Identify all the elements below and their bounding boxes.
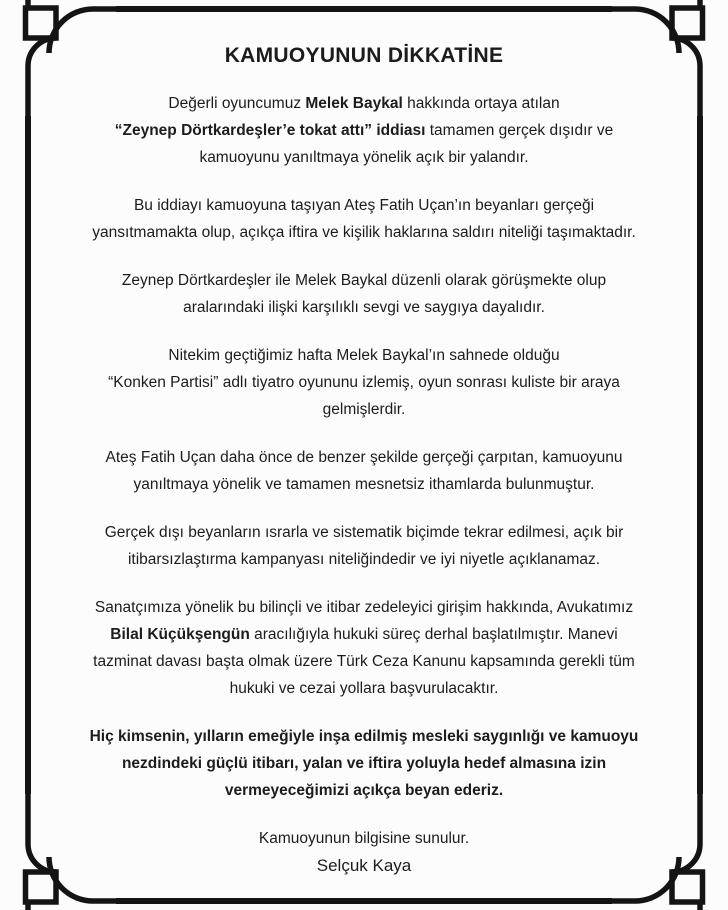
document-title: KAMUOYUNUN DİKKATİNE: [224, 44, 504, 67]
statement-paragraph-5: Ateş Fatih Uçan daha önce de benzer şekilde gerçeği çarpıtan, kamuoyunu yanıltmaya yönelik ve tamamen mesnetsiz ithamlarda bulunmuştur.: [105, 449, 623, 493]
frame-edge-bottom: [116, 898, 612, 904]
closing-block: [40, 825, 688, 880]
statement-paragraph-7: Sanatçımıza yönelik bu bilinçli ve itibar zedeleyici girişim hakkında, Avukatımız Bilal Küçükşengün aracılığıyla hukuki süreç derhal başlatılmıştır. Manevi tazminat davası başta olmak üzere Türk Ceza Kanunu kapsamında gerekli tüm hukuki ve cezai yollara başvurulacaktır.: [93, 599, 635, 697]
frame-edge-left: [25, 116, 31, 794]
closing-line: Kamuoyunun bilgisine sunulur.: [258, 830, 470, 847]
statement-paragraph-3: Zeynep Dörtkardeşler ile Melek Baykal düzenli olarak görüşmekte olup aralarındaki ilişki karşılıklı sevgi ve saygıya dayalıdır.: [121, 272, 607, 316]
statement-paragraph-8: Hiç kimsenin, yılların emeğiyle inşa edilmiş mesleki saygınlığı ve kamuoyu nezdindeki güçlü itibarı, yalan ve iftira yoluyla hedef almasına izin vermeyeceğimizi açıkça beyan ederiz.: [89, 728, 639, 799]
statement-paragraph-1: Değerli oyuncumuz Melek Baykal hakkında ortaya atılan “Zeynep Dörtkardeşler’e tokat attı” iddiası tamamen gerçek dışıdır ve kamuoyunu yanıltmaya yönelik açık bir yalandır.: [114, 95, 614, 166]
statement-body: [40, 42, 688, 880]
statement-paragraph-6: Gerçek dışı beyanların ısrarla ve sistematik biçimde tekrar edilmesi, açık bir itibarsızlaştırma kampanyası niteliğindedir ve iyi niyetle açıklanamaz.: [104, 524, 624, 568]
statement-paragraph-2: Bu iddiayı kamuoyuna taşıyan Ateş Fatih Uçan’ın beyanları gerçeği yansıtmamakta olup, açıkça iftira ve kişilik haklarına saldırı niteliği taşımaktadır.: [92, 197, 636, 241]
frame-edge-top: [116, 6, 612, 12]
signature-name: Selçuk Kaya: [316, 856, 412, 875]
frame-edge-right: [697, 116, 703, 794]
statement-paragraph-4: Nitekim geçtiğimiz hafta Melek Baykal’ın sahnede olduğu “Konken Partisi” adlı tiyatro oyununu izlemiş, oyun sonrası kuliste bir araya gelmişlerdir.: [108, 347, 620, 418]
